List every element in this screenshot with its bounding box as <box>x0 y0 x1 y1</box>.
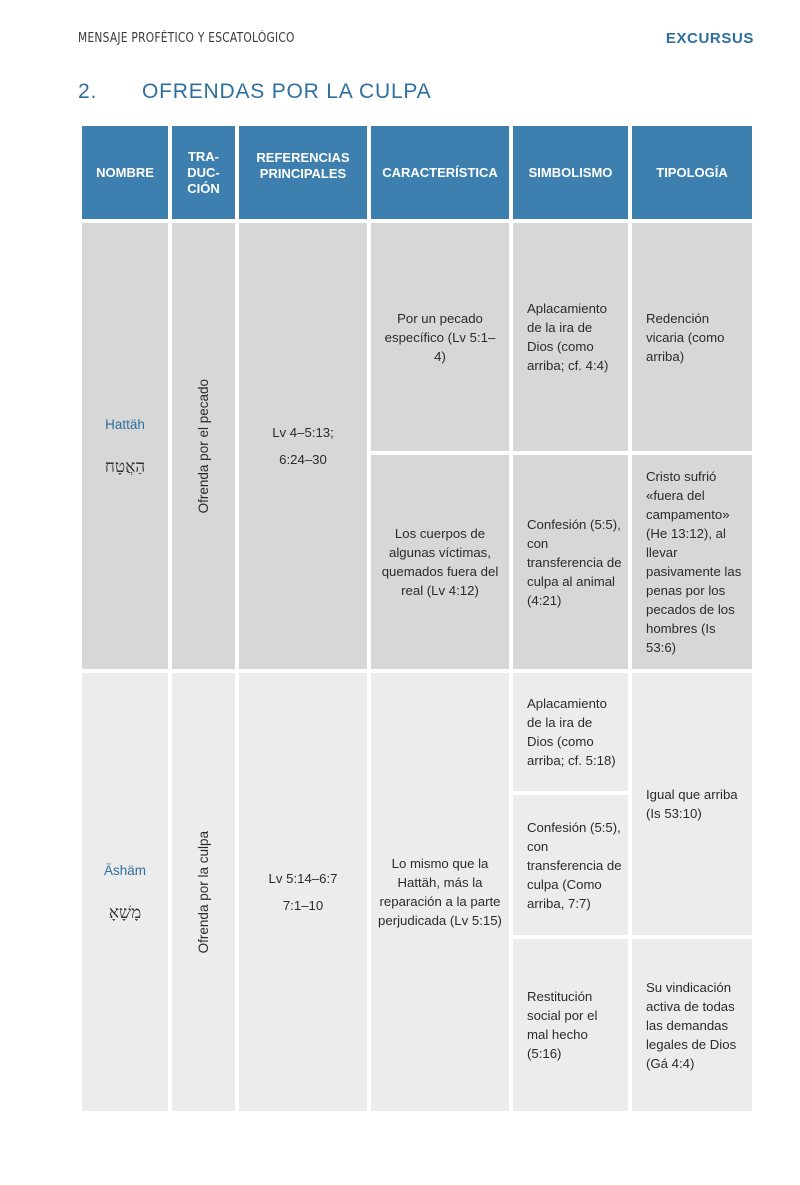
hattah-row1-simbolismo <box>513 223 628 451</box>
asham-simbolismo-2-text: Confesión (5:5), con transferencia de culpa (Como arriba, 7:7) <box>527 819 622 911</box>
header-nombre-text: NOMBRE <box>96 164 154 180</box>
hattah-reference-1: Lv 4–5:13; <box>272 425 334 440</box>
hattah-row1-caracteristica-text: Por un pecado específico (Lv 5:1–4) <box>384 310 496 364</box>
hattah-row2-tipologia-text: Cristo sufrió «fuera del campamento» (He 13:12), al llevar pasivamente las penas por los pecados de los hombres (Is 53:6) <box>646 469 742 655</box>
header-traduccion <box>172 126 235 219</box>
hattah-row2-simbolismo <box>513 455 628 669</box>
asham-translation: Ofrenda por la culpa <box>196 830 211 954</box>
hattah-row2-simbolismo-text: Confesión (5:5), con transferencia de culpa al animal (4:21) <box>527 516 622 608</box>
hattah-name: Hattäh <box>105 417 145 432</box>
header-traduccion-line-3: CIÓN <box>187 180 220 196</box>
hattah-row2-caracteristica-text: Los cuerpos de algunas víctimas, quemados fuera del real (Lv 4:12) <box>381 526 499 598</box>
offerings-table <box>82 126 750 1102</box>
header-traduccion-line-2: DUC- <box>187 164 220 180</box>
asham-references-cell <box>239 673 367 1111</box>
asham-hebrew: מָשָׁאָ <box>108 903 142 923</box>
asham-simbolismo-2 <box>513 795 628 935</box>
asham-reference-1: Lv 5:14–6:7 <box>268 871 338 886</box>
asham-caracteristica <box>371 673 509 1111</box>
header-referencias-line-2: PRINCIPALES <box>259 166 347 181</box>
hattah-translation: Ofrenda por el pecado <box>196 378 211 514</box>
asham-simbolismo-3-text: Restitución social por el mal hecho (5:16) <box>527 989 598 1061</box>
hattah-name-cell <box>82 223 168 669</box>
header-simbolismo-text: SIMBOLISMO <box>528 164 613 180</box>
header-referencias-line-1: REFERENCIAS <box>256 150 350 165</box>
section-title <box>78 80 431 104</box>
hattah-row2-tipologia <box>632 455 752 669</box>
asham-tipologia-2 <box>632 939 752 1111</box>
hattah-row1-tipologia <box>632 223 752 451</box>
header-caracteristica-text: CARACTERÍSTICA <box>382 164 498 180</box>
asham-simbolismo-1-text: Aplacamiento de la ira de Dios (como arriba; cf. 5:18) <box>527 696 616 768</box>
running-head-right: EXCURSUS <box>665 30 754 47</box>
asham-simbolismo-3 <box>513 939 628 1111</box>
header-caracteristica <box>371 126 509 219</box>
header-tipologia-text: TIPOLOGÍA <box>656 164 728 180</box>
hattah-row2-caracteristica <box>371 455 509 669</box>
hattah-reference-2: 6:24–30 <box>279 452 327 467</box>
running-head-left: MENSAJE PROFÉTICO Y ESCATOLÓGICO <box>78 31 295 46</box>
hattah-row1-simbolismo-text: Aplacamiento de la ira de Dios (como arriba; cf. 4:4) <box>527 301 609 373</box>
header-tipologia <box>632 126 752 219</box>
hattah-translation-cell <box>172 223 235 669</box>
header-referencias <box>239 126 367 219</box>
hattah-row1-caracteristica <box>371 223 509 451</box>
asham-name: Äshäm <box>103 863 147 878</box>
hattah-row1-tipologia-text: Redención vicaria (como arriba) <box>646 310 725 364</box>
asham-tipologia-1 <box>632 673 752 935</box>
section-title-text: OFRENDAS POR LA CULPA <box>142 80 432 103</box>
asham-tipologia-1-text: Igual que arriba (Is 53:10) <box>646 787 738 821</box>
running-head <box>78 30 754 47</box>
header-nombre <box>82 126 168 219</box>
hattah-hebrew: הַאֲטָח <box>104 457 146 477</box>
asham-simbolismo-1 <box>513 673 628 791</box>
asham-tipologia-2-text: Su vindicación activa de todas las demandas legales de Dios (Gá 4:4) <box>646 979 737 1071</box>
asham-translation-cell <box>172 673 235 1111</box>
header-simbolismo <box>513 126 628 219</box>
asham-reference-2: 7:1–10 <box>282 898 324 913</box>
header-traduccion-line-1: TRA- <box>187 148 220 164</box>
hattah-references-cell <box>239 223 367 669</box>
section-number: 2. <box>78 80 98 103</box>
asham-caracteristica-text: Lo mismo que la Hattäh, más la reparación a la parte perjudicada (Lv 5:15) <box>378 856 502 928</box>
asham-name-cell <box>82 673 168 1111</box>
